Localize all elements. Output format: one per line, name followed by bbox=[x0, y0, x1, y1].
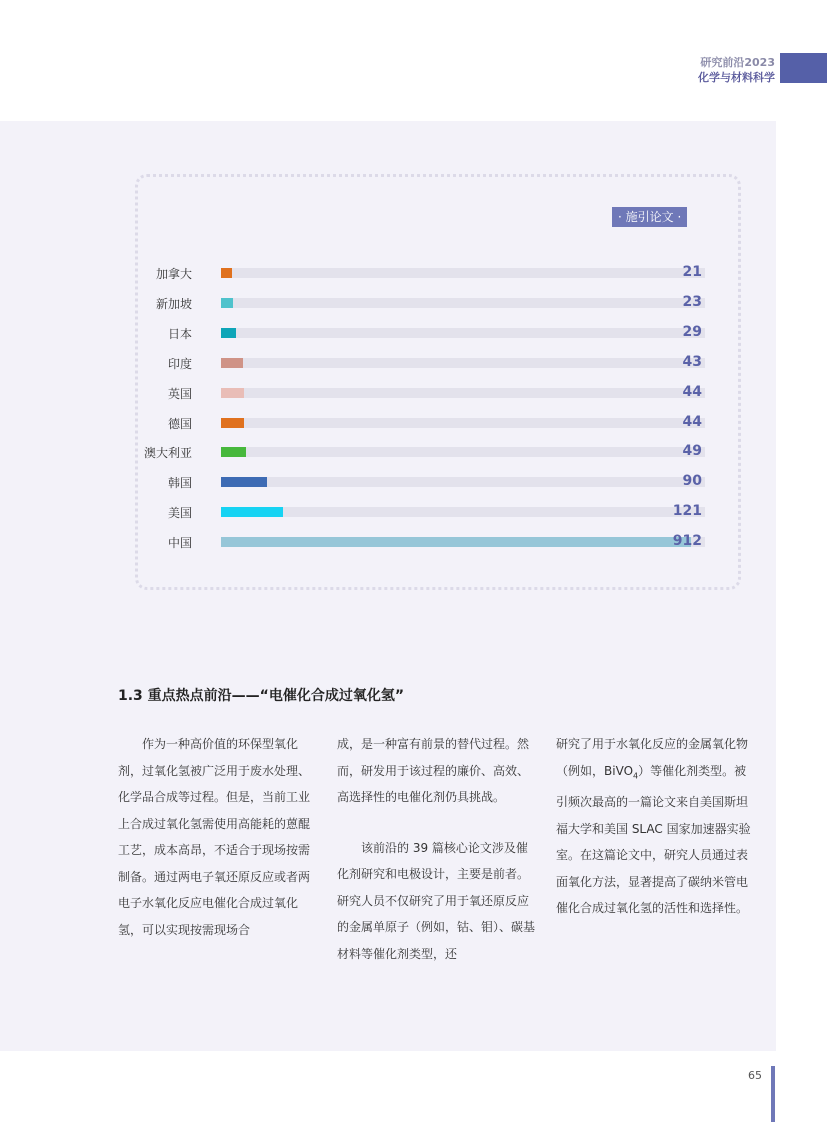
bar-track bbox=[221, 268, 705, 278]
value-label: 912 bbox=[672, 533, 702, 550]
chart-frame bbox=[135, 174, 741, 590]
category-label: 新加坡 bbox=[155, 296, 192, 311]
bar-track bbox=[221, 477, 705, 487]
value-label: 90 bbox=[682, 473, 702, 490]
section-heading: 1.3 重点热点前沿——“电催化合成过氧化氢” bbox=[118, 688, 405, 704]
bar bbox=[221, 477, 267, 487]
bar bbox=[221, 298, 233, 308]
category-label: 英国 bbox=[167, 386, 192, 401]
paragraph: 该前沿的 39 篇核心论文涉及催化剂研究和电极设计，主要是前者。研究人员不仅研究了用于氧还原反应的金属单原子（例如，钴、钼）、碳基材料等催化剂类型，还 bbox=[337, 840, 536, 961]
value-label: 23 bbox=[682, 293, 702, 310]
subscript: 4 bbox=[633, 770, 639, 780]
paragraph: 成，是一种富有前景的替代过程。然而，研发用于该过程的廉价、高效、高选择性的电催化剂仍具挑战。 bbox=[337, 737, 530, 804]
bar bbox=[221, 268, 232, 278]
header-field-title: 化学与材料科学 bbox=[698, 71, 775, 84]
bar bbox=[221, 447, 246, 457]
bar bbox=[221, 507, 283, 517]
bar-track bbox=[221, 298, 705, 308]
bar-track bbox=[221, 447, 705, 457]
category-label: 印度 bbox=[167, 356, 192, 371]
paragraph bbox=[556, 731, 756, 922]
bar bbox=[221, 537, 691, 547]
value-label: 121 bbox=[672, 503, 702, 520]
bar-track bbox=[221, 418, 705, 428]
bar bbox=[221, 358, 243, 368]
header-color-block bbox=[780, 53, 827, 83]
bar bbox=[221, 418, 244, 428]
value-label: 21 bbox=[682, 264, 702, 280]
bar-track bbox=[221, 358, 705, 368]
category-label: 加拿大 bbox=[155, 267, 192, 281]
category-label: 美国 bbox=[167, 506, 192, 521]
header-report-title: 研究前沿2023 bbox=[700, 56, 775, 69]
value-label: 49 bbox=[682, 443, 702, 460]
bar bbox=[221, 328, 236, 338]
category-label: 日本 bbox=[167, 326, 192, 341]
value-label: 44 bbox=[682, 383, 702, 400]
bar-track bbox=[221, 507, 705, 517]
bar bbox=[221, 388, 244, 398]
value-label: 43 bbox=[682, 353, 702, 370]
page-number-rule bbox=[771, 1066, 775, 1122]
page-number: 65 bbox=[748, 1069, 762, 1082]
category-label: 澳大利亚 bbox=[143, 446, 192, 461]
value-label: 44 bbox=[682, 413, 702, 430]
text-column-1 bbox=[118, 731, 318, 943]
bar-track bbox=[221, 328, 705, 338]
category-label: 韩国 bbox=[167, 476, 192, 491]
category-label: 德国 bbox=[167, 416, 192, 431]
bar-track bbox=[221, 388, 705, 398]
paragraph: 作为一种高价值的环保型氧化剂，过氧化氢被广泛用于废水处理、化学品合成等过程。但是，当前工业上合成过氧化氢需使用高能耗的蒽醌工艺，成本高昂，不适合于现场按需制备。通过两电子氧还原反应或者两电子水氧化反应电催化合成过氧化氢，可以实现按需现场合 bbox=[118, 737, 311, 937]
paragraph-text: ）等催化剂类型。被引频次最高的一篇论文来自美国斯坦福大学和美国 SLAC 国家加速器实验室。在这篇论文中，研究人员通过表面氧化方法，显著提高了碳纳米管电催化合成过氧化氢的活性和选择性。 bbox=[556, 763, 751, 916]
paragraph-text: 研究了用于水氧化反应的金属氧化物（例如，BiVO bbox=[556, 737, 749, 778]
text-column-3 bbox=[556, 731, 756, 922]
category-label: 中国 bbox=[167, 536, 192, 551]
chart-legend: · 施引论文 · bbox=[612, 207, 687, 227]
text-column-2 bbox=[337, 731, 537, 967]
value-label: 29 bbox=[682, 323, 702, 340]
